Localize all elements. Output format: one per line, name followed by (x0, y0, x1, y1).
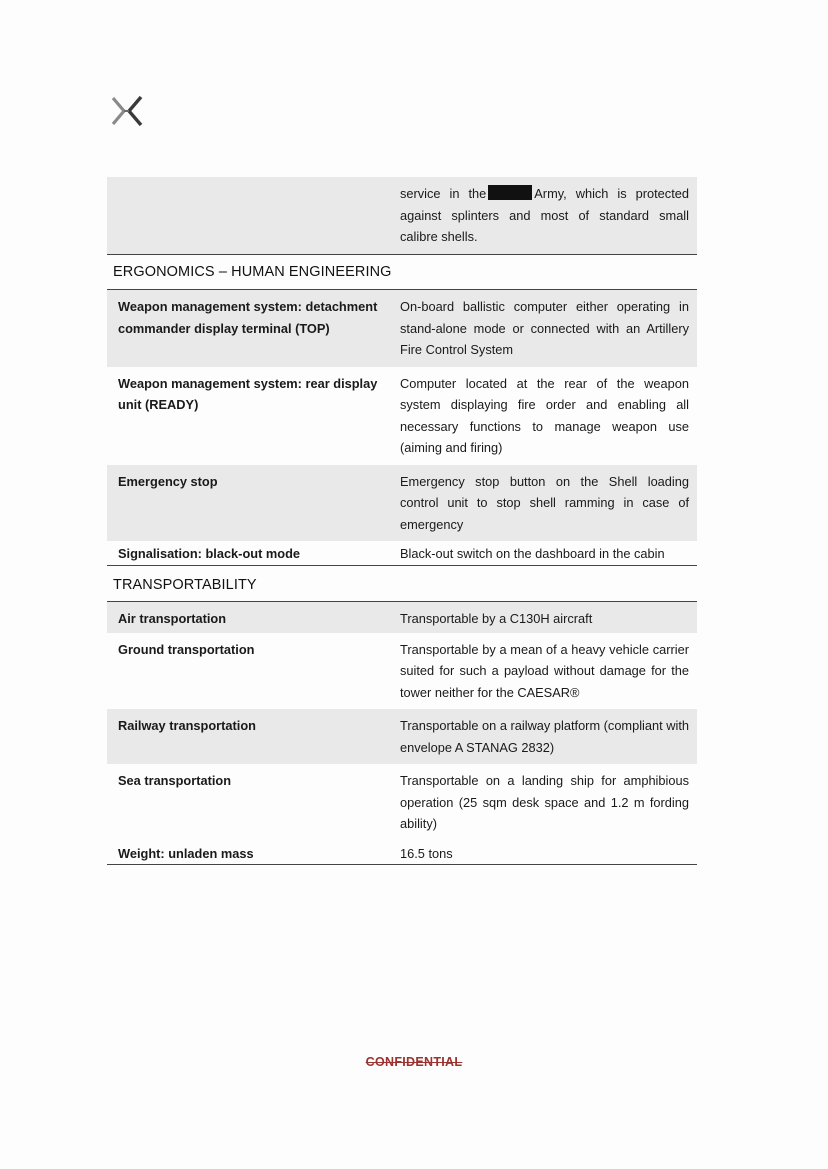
redaction-bar (488, 185, 532, 200)
section-title-transportability: TRANSPORTABILITY (113, 577, 257, 593)
confidential-footer: CONFIDENTIAL (365, 1055, 463, 1069)
row-label: Railway transportation (118, 718, 256, 733)
row-label: Air transportation (118, 611, 227, 626)
row-label: Ground transportation (118, 641, 255, 657)
table-row (107, 177, 697, 254)
row-value: 16.5 tons (400, 845, 453, 861)
x-logo-icon (110, 94, 144, 128)
row-label: Weapon management system: rear display unit (READY) (118, 375, 378, 412)
table-row (107, 541, 697, 565)
table-row (107, 841, 697, 865)
ergonomics-table (107, 289, 697, 566)
row-label (107, 177, 390, 254)
transportability-table (107, 601, 697, 865)
row-label: Weapon management system: detachment commander display terminal (TOP) (118, 299, 378, 336)
row-value: Transportable by a mean of a heavy vehicle carrier suited for such a payload without damage for the tower neither for the CAESAR® (400, 641, 689, 700)
table-row (107, 633, 697, 710)
table-row (107, 465, 697, 542)
row-label: Sea transportation (118, 773, 232, 788)
row-label: Emergency stop (118, 473, 218, 489)
row-value: Computer located at the rear of the weapon system displaying fire order and enabling all necessary functions to manage weapon use (aiming and firing) (400, 375, 689, 455)
row-value (390, 177, 697, 254)
row-value: Black-out switch on the dashboard in the cabin (400, 546, 665, 561)
table-row (107, 764, 697, 841)
table-row (107, 602, 697, 633)
value-text-before: service in the (400, 186, 487, 201)
row-value: On-board ballistic computer either operating in stand-alone mode or connected with an Artillery Fire Control System (400, 299, 689, 357)
table-row (107, 367, 697, 465)
intro-table (107, 177, 697, 255)
table-row (107, 290, 697, 367)
row-label: Signalisation: black-out mode (118, 546, 301, 561)
row-value: Transportable on a landing ship for amphibious operation (25 sqm desk space and 1.2 m fording ability) (400, 773, 689, 831)
table-row (107, 709, 697, 764)
row-label: Weight: unladen mass (118, 845, 254, 861)
value-text-after: Army, which is protected against splinters and most of standard small calibre shells. (400, 186, 689, 244)
row-value: Transportable on a railway platform (compliant with envelope A STANAG 2832) (400, 718, 689, 755)
row-value: Transportable by a C130H aircraft (400, 611, 593, 626)
row-value: Emergency stop button on the Shell loading control unit to stop shell ramming in case of emergency (400, 473, 689, 532)
section-title-ergonomics: ERGONOMICS – HUMAN ENGINEERING (113, 264, 392, 280)
